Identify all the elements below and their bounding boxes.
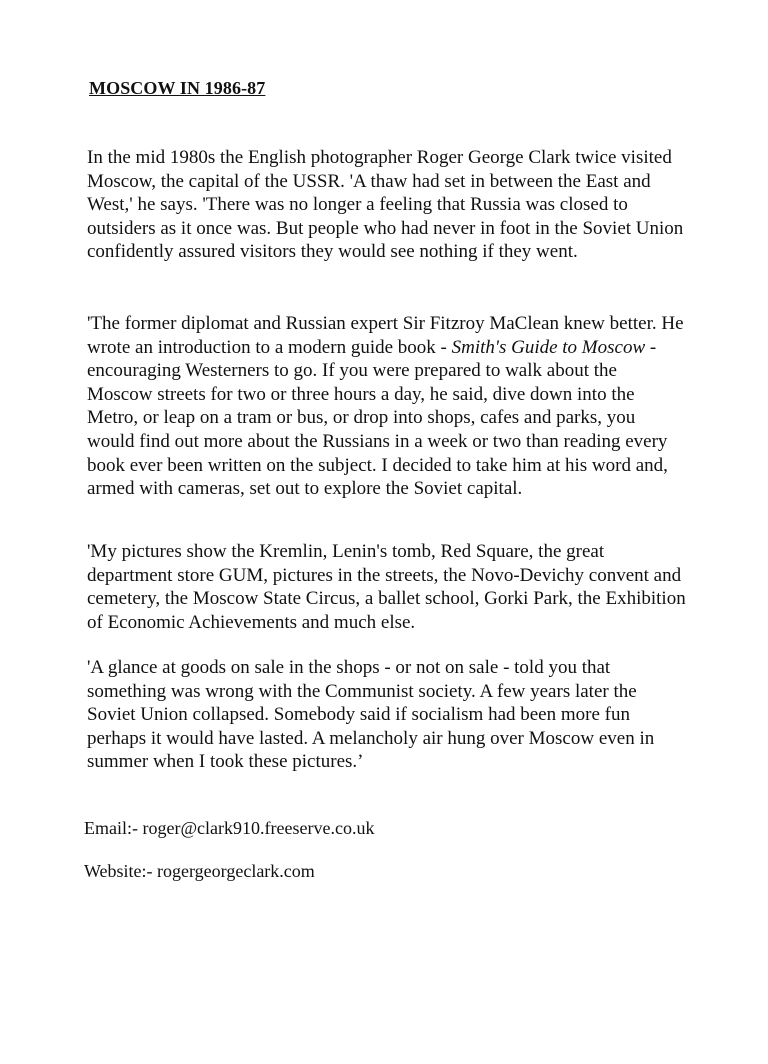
- paragraph-intro: In the mid 1980s the English photographer Roger George Clark twice visited Moscow, the capital of the USSR. 'A thaw had set in between the East and West,' he says. 'There was no longer a feeling that Russia was closed to outsiders as it once was. But people who had never in foot in the Soviet Union confidently assured visitors they would see nothing if they went.: [87, 147, 684, 263]
- website-line: Website:- rogergeorgeclark.com: [84, 861, 315, 881]
- paragraph-maclean: [87, 312, 687, 501]
- document-title: MOSCOW IN 1986-87: [89, 78, 266, 98]
- email-line: Email:- roger@clark910.freeserve.co.uk: [84, 818, 375, 838]
- paragraph-goods: 'A glance at goods on sale in the shops - or not on sale - told you that something was wrong with the Communist society. A few years later the Soviet Union collapsed. Somebody said if socialism had been more fun perhaps it would have lasted. A melancholy air hung over Moscow even in summer when I took these pictures.’: [87, 657, 655, 773]
- paragraph-pictures: 'My pictures show the Kremlin, Lenin's tomb, Red Square, the great department store GUM, pictures in the streets, the Novo-Devichy convent and cemetery, the Moscow State Circus, a ballet school, Gorki Park, the Exhibition of Economic Achievements and much else.: [87, 541, 686, 633]
- book-title: Smith's Guide to Moscow: [451, 336, 646, 358]
- paragraph-maclean-text-1: 'The former diplomat and Russian expert Sir Fitzroy MaClean knew better. He wrote an introduction to a modern guide book -: [87, 313, 684, 358]
- paragraph-maclean-text-2: - encouraging Westerners to go. If you were prepared to walk about the Moscow streets for two or three hours a day, he said, dive down into the Metro, or leap on a tram or bus, or drop into shops, cafes and parks, you would find out more about the Russians in a week or two than reading every book ever been written on the subject. I decided to take him at his word and, armed with cameras, set out to explore the Soviet capital.: [87, 336, 668, 500]
